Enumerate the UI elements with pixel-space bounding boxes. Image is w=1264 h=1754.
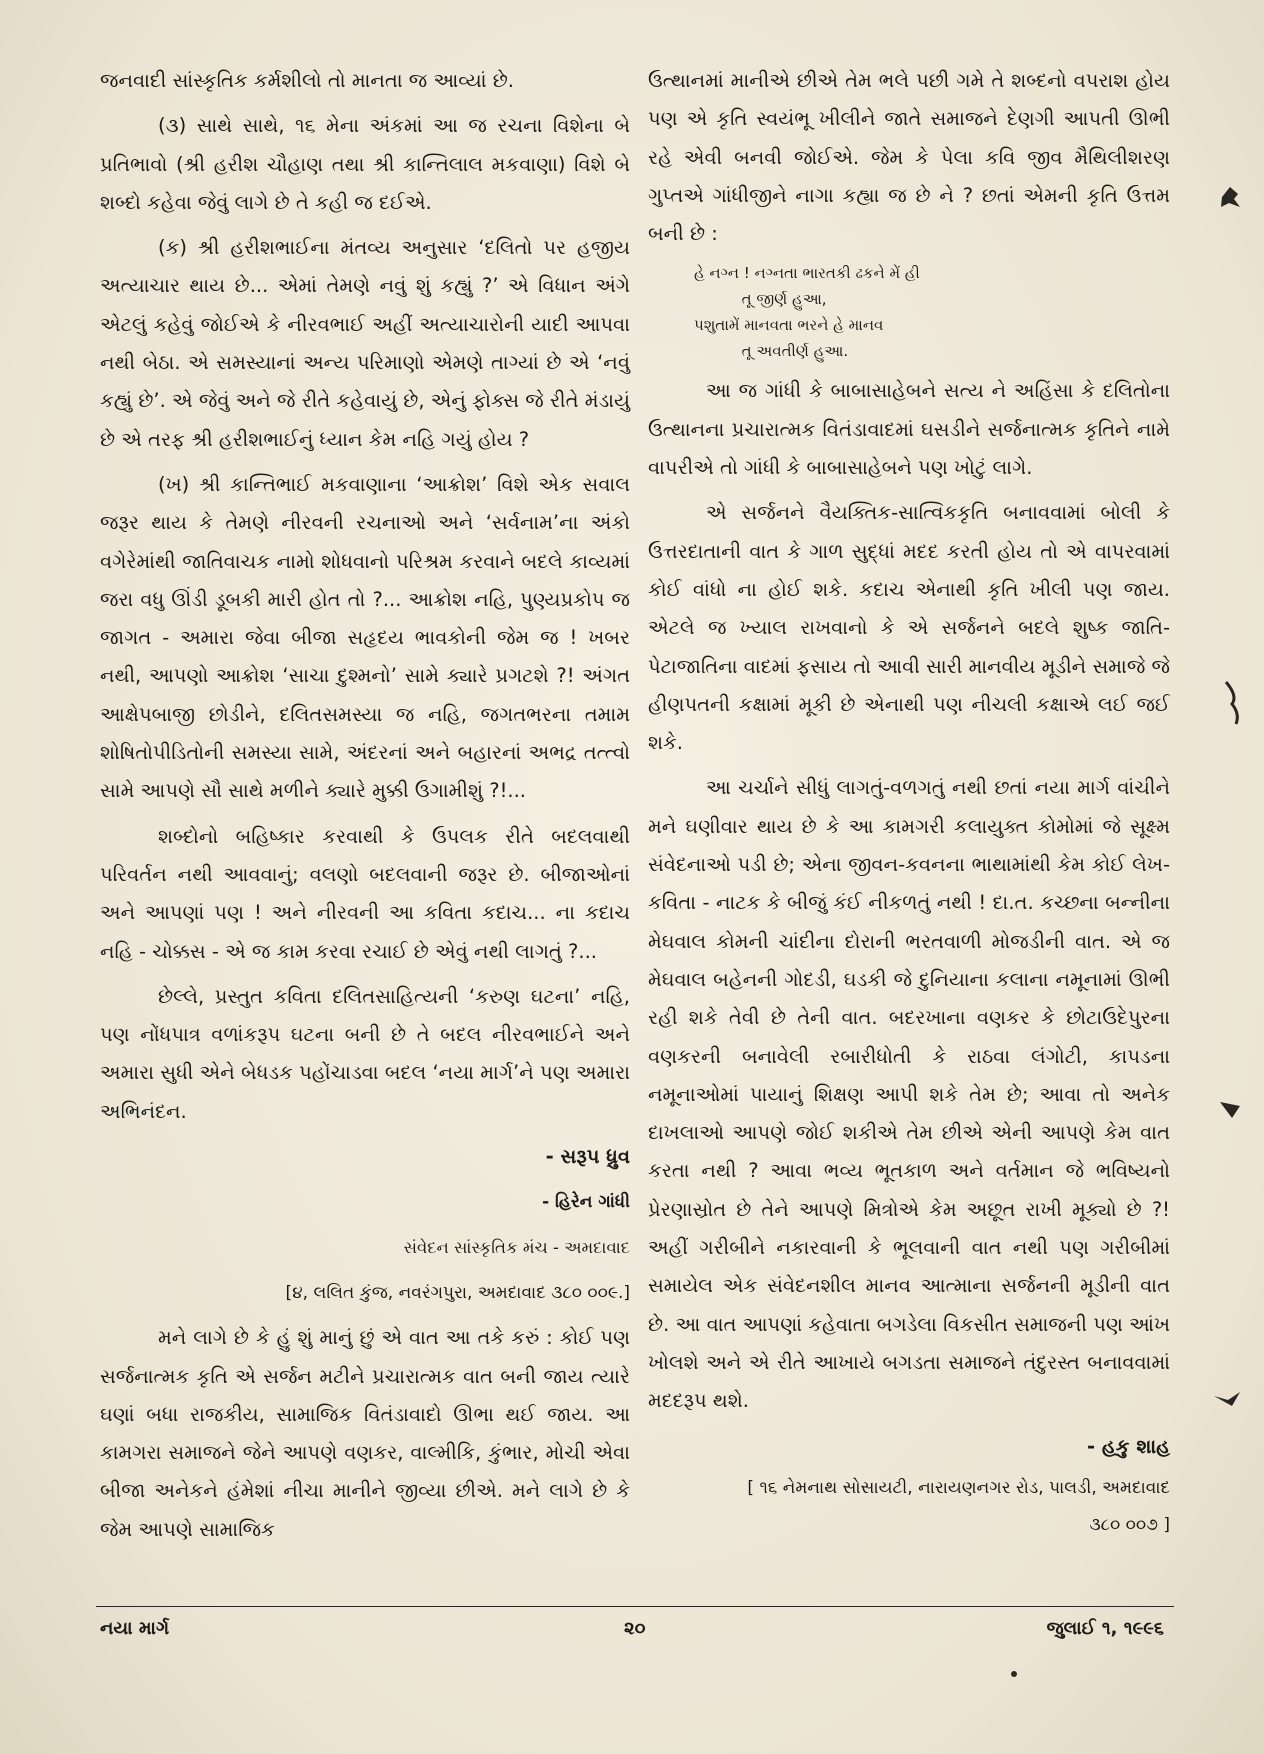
margin-scratch-mark <box>1224 680 1244 726</box>
author-signature: - સરૂપ ધ્રુવ <box>545 1145 630 1169</box>
organization-name: સંવેદન સાંસ્કૃતિક મંચ - અમદાવાદ <box>403 1237 630 1257</box>
author-address: [ ૧૬ નેમનાથ સોસાયટી, નારાયણનગર રોડ, પાલડી, અમદાવાદ <box>747 1477 1170 1498</box>
margin-scratch-mark <box>1212 1388 1242 1410</box>
paragraph: છેલ્લે, પ્રસ્તુત કવિતા દલિતસાહિત્યની ‘કરુણ ઘટના’ નહિ, પણ નોંધપાત્ર વળાંકરૂપ ઘટના બની છે તે બદલ નીરવભાઈને અને અમારા સુધી એને બેધડક પહોંચાડવા બદલ ‘નયા માર્ગ’ને પણ અમારા અભિનંદન. <box>100 984 630 1123</box>
paragraph: મને લાગે છે કે હું શું માનું છું એ વાત આ તકે કરું : કોઈ પણ સર્જનાત્મક કૃતિ એ સર્જન મટીને પ્રચારાત્મક વાત બની જાય ત્યારે ઘણાં બધા રાજકીય, સામાજિક વિતંડાવાદો ઊભા થઈ જાય. આ કામગરા સમાજને જેને આપણે વણકર, વાલ્મીકિ, કુંભાર, મોચી એવા બીજા અનેકને હંમેશાં નીચા માનીને જીવ્યા છીએ. મને લાગે છે કે જેમ આપણે સામાજિક <box>100 1326 630 1541</box>
right-column <box>648 62 1170 1547</box>
paragraph: જનવાદી સાંસ્કૃતિક કર્મશીલો તો માનતા જ આવ્યાં છે. <box>100 69 514 92</box>
paragraph: એ સર્જનને વૈયક્તિક-સાત્વિકકૃતિ બનાવવામાં બોલી કે ઉત્તરદાતાની વાત કે ગાળ સુદ્ધાં મદદ કરતી હોય તો એ વાપરવામાં કોઈ વાંધો ના હોઈ શકે. કદાચ એનાથી કૃતિ ખીલી પણ જાય. એટલે જ ખ્યાલ રાખવાનો કે એ સર્જનને બદલે શુષ્ક જાતિ-પેટાજાતિના વાદમાં ફસાય તો આવી સારી માનવીય મૂડીને સમાજે જે હીણપતની કક્ષામાં મૂકી છે એનાથી પણ નીચલી કક્ષાએ લઈ જઈ શકે. <box>648 501 1170 755</box>
poem-line: તૂ અવતીર્ણ હુઆ. <box>694 342 849 361</box>
paragraph: આ ચર્ચાને સીધું લાગતું-વળગતું નથી છતાં નયા માર્ગ વાંચીને મને ઘણીવાર થાય છે કે આ કામગરી કલાયુક્ત કોમોમાં જે સૂક્ષ્મ સંવેદનાઓ પડી છે; એના જીવન-કવનના ભાથામાંથી કેમ કોઈ લેખ-કવિતા - નાટક કે બીજું કંઈ નીકળતું નથી ! દા.ત. કચ્છના બન્નીના મેઘવાલ કોમની ચાંદીના દોરાની ભરતવાળી મોજડીની વાત. એ જ મેઘવાલ બહેનની ગોદડી, ઘડકી જે દુનિયાના કલાના નમૂનામાં ઊભી રહી શકે તેવી છે તેની વાત. બદરખાના વણકર કે છોટાઉદેપુરના વણકરની બનાવેલી રબારીધોતી કે રાઠવા લંગોટી, કાપડના નમૂનાઓમાં પાયાનું શિક્ષણ આપી શકે તેમ છે; આવા તો અનેક દાખલાઓ આપણે જોઈ શકીએ તેમ છીએ એની આપણે કેમ વાત કરતા નથી ? આવા ભવ્ય ભૂતકાળ અને વર્તમાન જે ભવિષ્યનો પ્રેરણાસ્રોત છે તેને આપણે મિત્રોએ કેમ અછૂત રાખી મૂક્યો છે ?! અહીં ગરીબીને નકારવાની કે ભૂલવાની વાત નથી પણ ગરીબીમાં સમાયેલ એક સંવેદનશીલ માનવ આત્માના સર્જનની મૂડીની વાત છે. આ વાત આપણાં કહેવાતા બગડેલા વિકસીત સમાજની પણ આંખ ખોલશે અને એ રીતે આખાયે બગડતા સમાજને તંદુરસ્ત બનાવવામાં મદદરૂપ થશે. <box>648 776 1170 1413</box>
poem-line: હે નગ્ન ! નગ્નતા ભારતકી ઢકને મેં હી <box>694 264 920 283</box>
margin-scratch-mark <box>1218 1098 1242 1120</box>
author-signature: - હકુ શાહ <box>1087 1434 1170 1458</box>
author-address: ૩૮૦ ૦૦૭ ] <box>1089 1514 1170 1535</box>
paragraph: (૩) સાથે સાથે, ૧૬ મેના અંકમાં આ જ રચના વિશેના બે પ્રતિભાવો (શ્રી હરીશ ચૌહાણ તથા શ્રી કાન્તિલાલ મકવાણા) વિશે બે શબ્દો કહેવા જેવું લાગે છે તે કહી જ દઈએ. <box>100 114 630 214</box>
ink-blot-mark <box>1218 185 1242 211</box>
paragraph: (ખ) શ્રી કાન્તિભાઈ મકવાણાના ‘આક્રોશ’ વિશે એક સવાલ જરૂર થાય કે તેમણે નીરવની રચનાઓ અને ‘સર્વનામ’ના અંકો વગેરેમાંથી જાતિવાચક નામો શોધવાનો પરિશ્રમ કરવાને બદલે કાવ્યમાં જરા વધુ ઊંડી ડૂબકી મારી હોત તો ?... આક્રોશ નહિ, પુણ્યપ્રકોપ જ જાગત - અમારા જેવા બીજા સહૃદય ભાવકોની જેમ જ ! ખબર નથી, આપણો આક્રોશ ‘સાચા દુશ્મનો’ સામે ક્યારે પ્રગટશે ?! અંગત આક્ષેપબાજી છોડીને, દલિતસમસ્યા જ નહિ, જગતભરના તમામ શોષિતોપીડિતોની સમસ્યા સામે, અંદરનાં અને બહારનાં અભદ્ર તત્ત્વો સામે આપણે સૌ સાથે મળીને ક્યારે મુક્કી ઉગામીશું ?!... <box>100 472 630 803</box>
page-number: ૨૦ <box>624 1618 646 1639</box>
magazine-name: નયા માર્ગ <box>100 1618 170 1639</box>
poem-line: તૂ જીર્ણ હુઆ, <box>694 290 827 309</box>
poem-line: પશુતામેં માનવતા ભરને હે માનવ <box>694 316 884 335</box>
paragraph: ઉત્થાનમાં માનીએ છીએ તેમ ભલે પછી ગમે તે શબ્દનો વપરાશ હોય પણ એ કૃતિ સ્વયંભૂ ખીલીને જાતે સમાજને દેણગી આપતી ઊભી રહે એવી બનવી જોઈએ. જેમ કે પેલા કવિ જીવ મૈથિલીશરણ ગુપ્તએ ગાંધીજીને નાગા કહ્યા જ છે ને ? છતાં એમની કૃતિ ઉત્તમ બની છે : <box>648 69 1170 246</box>
paragraph: આ જ ગાંધી કે બાબાસાહેબને સત્ય ને અહિંસા કે દલિતોના ઉત્થાનના પ્રચારાત્મક વિતંડાવાદમાં ઘસડીને સર્જનાત્મક કૃતિને નામે વાપરીએ તો ગાંધી કે બાબાસાહેબને પણ ખોટું લાગે. <box>648 379 1170 480</box>
ink-dot-mark <box>1010 1670 1018 1678</box>
issue-date: જુલાઈ ૧, ૧૯૯૬ <box>1046 1618 1164 1639</box>
poem-quote <box>694 260 1170 364</box>
author-signature: - હિરેન ગાંધી <box>542 1192 630 1213</box>
left-column <box>100 62 630 1556</box>
author-address: [૪, લલિત કુંજ, નવરંગપુરા, અમદાવાદ ૩૮૦ ૦૦૯.] <box>285 1282 630 1303</box>
footer-rule <box>96 1606 1174 1607</box>
paragraph: શબ્દોનો બહિષ્કાર કરવાથી કે ઉપલક રીતે બદલવાથી પરિવર્તન નથી આવવાનું; વલણો બદલવાની જરૂર છે. બીજાઓનાં અને આપણાં પણ ! અને નીરવની આ કવિતા કદાચ... ના કદાચ નહિ - ચોક્કસ - એ જ કામ કરવા રચાઈ છે એવું નથી લાગતું ?... <box>100 824 630 963</box>
paragraph: (ક) શ્રી હરીશભાઈના મંતવ્ય અનુસાર ‘દલિતો પર હજીય અત્યાચાર થાય છે... એમાં તેમણે નવું શું કહ્યું ?’ એ વિધાન અંગે એટલું કહેવું જોઈએ કે નીરવભાઈ અહીં અત્યાચારોની યાદી આપવા નથી બેઠા. એ સમસ્યાનાં અન્ય પરિમાણો એમણે તાગ્યાં છે એ ‘નવું કહ્યું છે’. એ જેવું અને જે રીતે કહેવાયું છે, એનું ફોક્સ જે રીતે મંડાયું છે એ તરફ શ્રી હરીશભાઈનું ધ્યાન કેમ નહિ ગયું હોય ? <box>100 236 630 451</box>
